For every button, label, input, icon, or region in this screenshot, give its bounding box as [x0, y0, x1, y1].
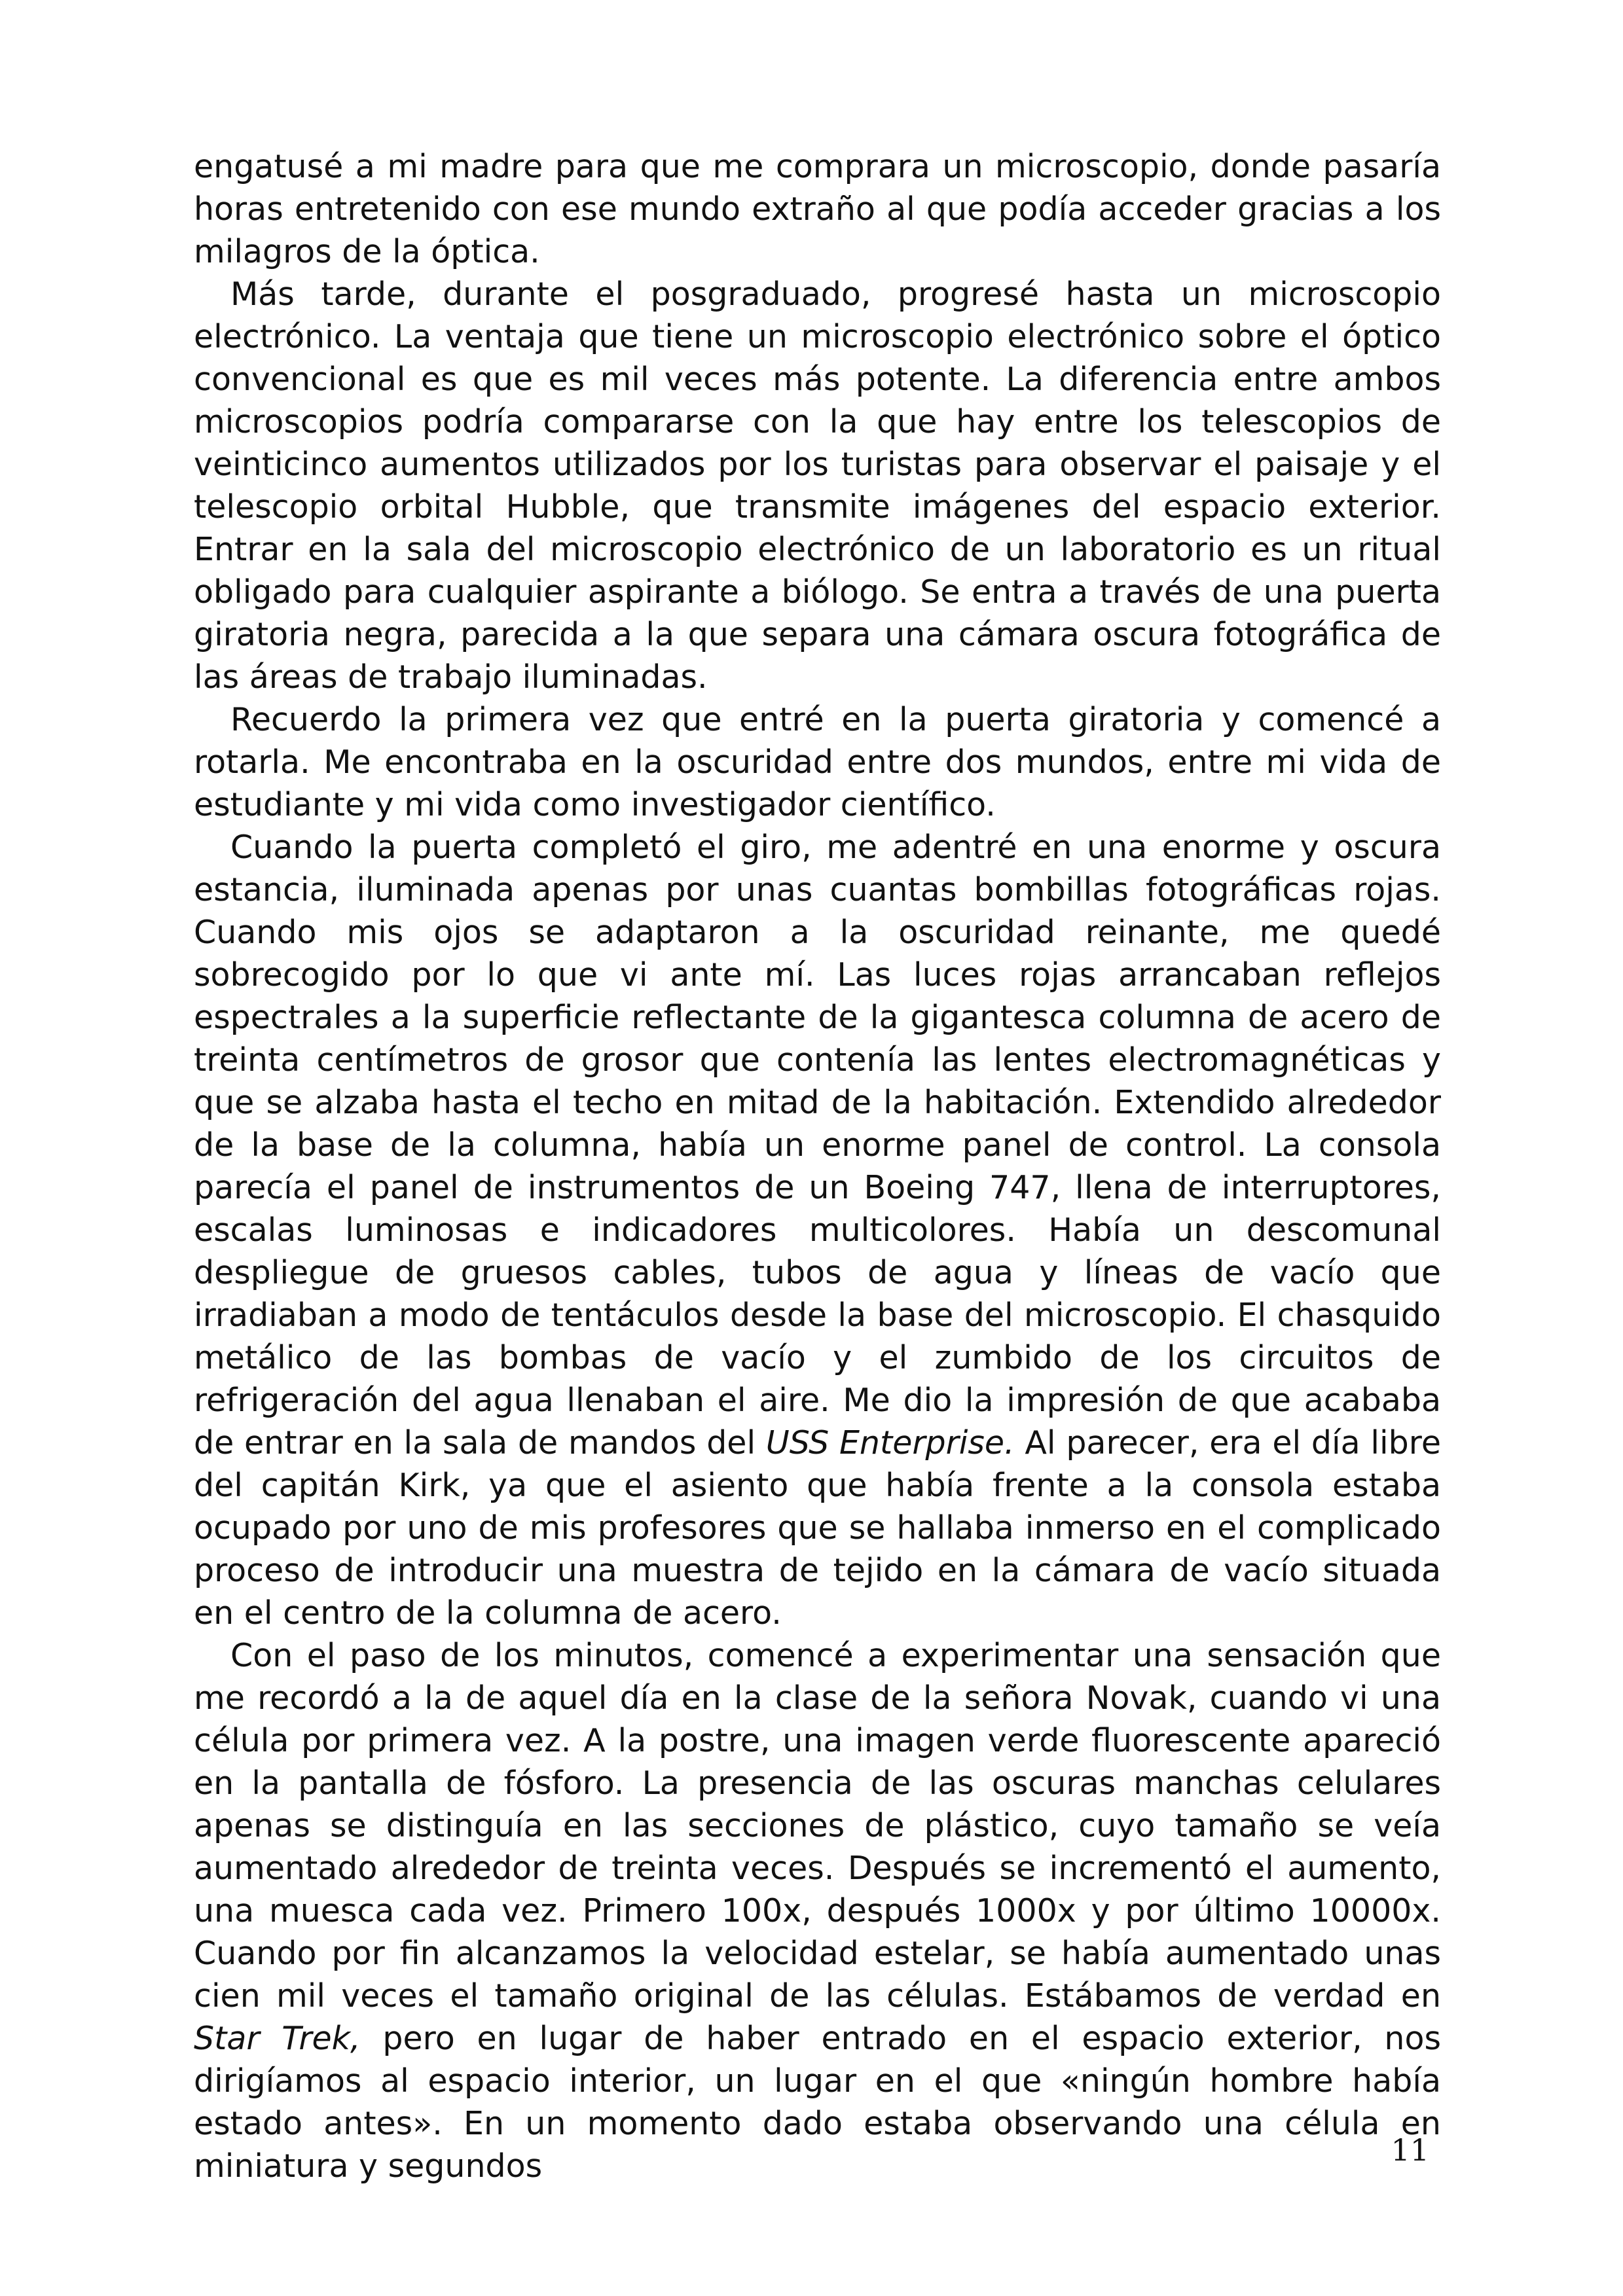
paragraph-3 [194, 698, 1441, 826]
paragraph-4-text-part-1: Cuando la puerta completó el giro, me adentré en una enorme y oscura estancia, iluminada apenas por unas cuantas bombillas fotográficas rojas. Cuando mis ojos se adaptaron a la oscuridad reinante, me quedé sobrecogido por lo que vi ante mí. Las luces rojas arrancaban reflejos espectrales a la superficie reflectante de la gigantesca columna de acero de treinta centímetros de grosor que contenía las lentes electromagnéticas y que se alzaba hasta el techo en mitad de la habitación. Extendido alrededor de la base de la columna, había un enorme panel de control. La consola parecía el panel de instrumentos de un Boeing 747, llena de interruptores, escalas luminosas e indicadores multicolores. Había un descomunal despliegue de gruesos cables, tubos de agua y líneas de vacío que irradiaban a modo de tentáculos desde la base del microscopio. El chasquido metálico de las bombas de vacío y el zumbido de los circuitos de refrigeración del agua llenaban el aire. Me dio la impresión de que acababa de entrar en la sala de mandos del [194, 829, 1441, 1462]
paragraph-2-text: Más tarde, durante el posgraduado, progresé hasta un microscopio electrónico. La ventaja que tiene un microscopio electrónico sobre el óptico convencional es que es mil veces más potente. La diferencia entre ambos microscopios podría compararse con la que hay entre los telescopios de veinticinco aumentos utilizados por los turistas para observar el paisaje y el telescopio orbital Hubble, que transmite imágenes del espacio exterior. Entrar en la sala del microscopio electrónico de un laboratorio es un ritual obligado para cualquier aspirante a biólogo. Se entra a través de una puerta giratoria negra, parecida a la que separa una cámara oscura fotográfica de las áreas de trabajo iluminadas. [194, 276, 1441, 696]
paragraph-4 [194, 826, 1441, 1634]
body-text [194, 145, 1441, 2187]
paragraph-2 [194, 273, 1441, 698]
paragraph-5-text-part-1: Con el paso de los minutos, comencé a experimentar una sensación que me recordó a la de aquel día en la clase de la señora Novak, cuando vi una célula por primera vez. A la postre, una imagen verde fluorescente apareció en la pantalla de fósforo. La presencia de las oscuras manchas celulares apenas se distinguía en las secciones de plástico, cuyo tamaño se veía aumentado alrededor de treinta veces. Después se incrementó el aumento, una muesca cada vez. Primero 100x, después 1000x y por último 10000x. Cuando por fin alcanzamos la velocidad estelar, se había aumentado unas cien mil veces el tamaño original de las células. Estábamos de verdad en [194, 1637, 1441, 2015]
page-number: 11 [1391, 2132, 1429, 2168]
paragraph-4-text-part-2: Al parecer, era el día libre del capitán Kirk, ya que el asiento que había frente a la consola estaba ocupado por uno de mis profesores que se hallaba inmerso en el complicado proceso de introducir una muestra de tejido en la cámara de vacío situada en el centro de la columna de acero. [194, 1424, 1441, 1632]
series-title-italic: Star Trek, [194, 2020, 361, 2057]
paragraph-5-text-part-2: pero en lugar de haber entrado en el espacio exterior, nos dirigíamos al espacio interior, un lugar en el que «ningún hombre había estado antes». En un momento dado estaba observando una célula en miniatura y segundos [194, 2020, 1441, 2185]
ship-name-italic: USS Enterprise. [765, 1424, 1015, 1462]
paragraph-1-text: engatusé a mi madre para que me comprara un microscopio, donde pasaría horas entretenido con ese mundo extraño al que podía acceder gracias a los milagros de la óptica. [194, 148, 1441, 270]
paragraph-3-text: Recuerdo la primera vez que entré en la puerta giratoria y comencé a rotarla. Me encontraba en la oscuridad entre dos mundos, entre mi vida de estudiante y mi vida como investigador científico. [194, 701, 1441, 823]
paragraph-1 [194, 145, 1441, 273]
paragraph-5 [194, 1634, 1441, 2187]
